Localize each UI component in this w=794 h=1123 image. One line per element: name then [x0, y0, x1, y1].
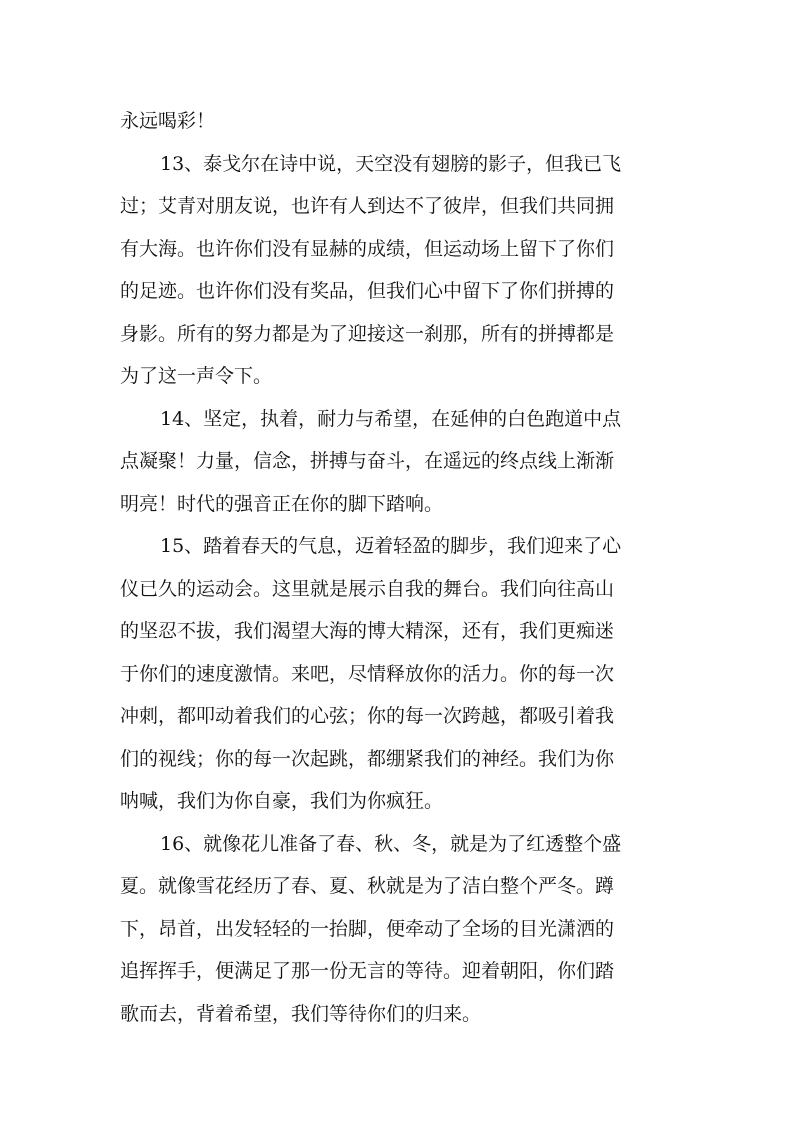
text-line: 15、踏着春天的气息，迈着轻盈的脚步，我们迎来了心: [160, 535, 622, 557]
text-line: 明亮！时代的强音正在你的脚下踏响。: [120, 492, 444, 515]
text-line: 夏。就像雪花经历了春、夏、秋就是为了洁白整个严冬。蹲: [120, 875, 615, 897]
text-line: 们的视线；你的每一次起跳，都绷紧我们的神经。我们为你: [120, 747, 615, 770]
text-line: 的足迹。也许你们没有奖品，但我们心中留下了你们拼搏的: [120, 280, 615, 302]
text-line: 为了这一声令下。: [120, 365, 273, 387]
text-line: 于你们的速度激情。来吧，尽情释放你的活力。你的每一次: [120, 662, 615, 685]
text-line: 点凝聚！力量，信念，拼搏与奋斗，在遥远的终点线上渐渐: [120, 450, 615, 472]
text-line: 追挥挥手，便满足了那一份无言的等待。迎着朝阳，你们踏: [120, 960, 615, 982]
text-line: 冲刺，都叩动着我们的心弦；你的每一次跨越，都吸引着我: [120, 705, 615, 727]
text-line: 下，昂首，出发轻轻的一抬脚，便牵动了全场的目光潇洒的: [120, 917, 615, 940]
text-line: 16、就像花儿准备了春、秋、冬，就是为了红透整个盛: [160, 832, 622, 855]
text-line: 呐喊，我们为你自豪，我们为你疯狂。: [120, 790, 444, 812]
text-line: 身影。所有的努力都是为了迎接这一刹那，所有的拼搏都是: [120, 322, 615, 345]
text-line: 歌而去，背着希望，我们等待你们的归来。: [120, 1002, 482, 1025]
document-body: [120, 100, 680, 1035]
text-line: 的坚忍不拔，我们渴望大海的博大精深，还有，我们更痴迷: [120, 620, 615, 642]
text-line: 有大海。也许你们没有显赫的成绩，但运动场上留下了你们: [120, 237, 615, 260]
text-line: 13、泰戈尔在诗中说，天空没有翅膀的影子，但我已飞: [160, 152, 622, 175]
text-line: 过；艾青对朋友说，也许有人到达不了彼岸，但我们共同拥: [120, 195, 615, 217]
text-line: 永远喝彩！: [120, 110, 216, 132]
text-line: 14、坚定，执着，耐力与希望，在延伸的白色跑道中点: [160, 407, 622, 430]
text-line: 仪已久的运动会。这里就是展示自我的舞台。我们向往高山: [120, 577, 615, 600]
